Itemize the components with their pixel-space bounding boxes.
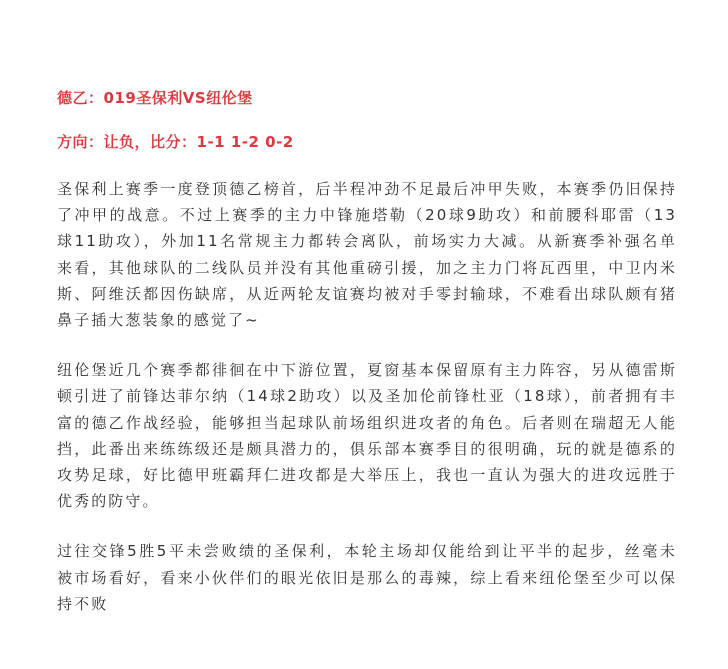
paragraph-conclusion: 过往交锋5胜5平未尝败绩的圣保利，本轮主场却仅能给到让平半的起步，丝毫未被市场看好，看来小伙伴们的眼光依旧是那么的毒辣，综上看来纽伦堡至少可以保持不败 — [57, 542, 677, 613]
article — [57, 86, 677, 641]
prediction-direction: 方向：让负，比分：1-1 1-2 0-2 — [57, 133, 294, 151]
paragraph-st-pauli-analysis: 圣保利上赛季一度登顶德乙榜首，后半程冲劲不足最后冲甲失败，本赛季仍旧保持了冲甲的战意。不过上赛季的主力中锋施塔勒（20球9助攻）和前腰科耶雷（13球11助攻），外加11名常规主力都转会离队，前场实力大减。从新赛季补强名单来看，其他球队的二线队员并没有其他重磅引援，加之主力门将瓦西里，中卫内米斯、阿维沃都因伤缺席，从近两轮友谊赛均被对手零封输球，不难看出球队颇有猪鼻子插大葱装象的感觉了~ — [57, 180, 677, 330]
paragraph-nurnberg-analysis: 纽伦堡近几个赛季都徘徊在中下游位置，夏窗基本保留原有主力阵容，另从德雷斯顿引进了前锋达菲尔纳（14球2助攻）以及圣加伦前锋杜亚（18球），前者拥有丰富的德乙作战经验，能够担当起球队前场组织进攻者的角色。后者则在瑞超无人能挡，此番出来练练级还是颇具潜力的，俱乐部本赛季目的很明确，玩的就是德系的攻势足球，好比德甲班霸拜仁进攻都是大举压上，我也一直认为强大的进攻远胜于优秀的防守。 — [57, 361, 677, 511]
match-title: 德乙：019圣保利VS纽伦堡 — [57, 89, 253, 107]
